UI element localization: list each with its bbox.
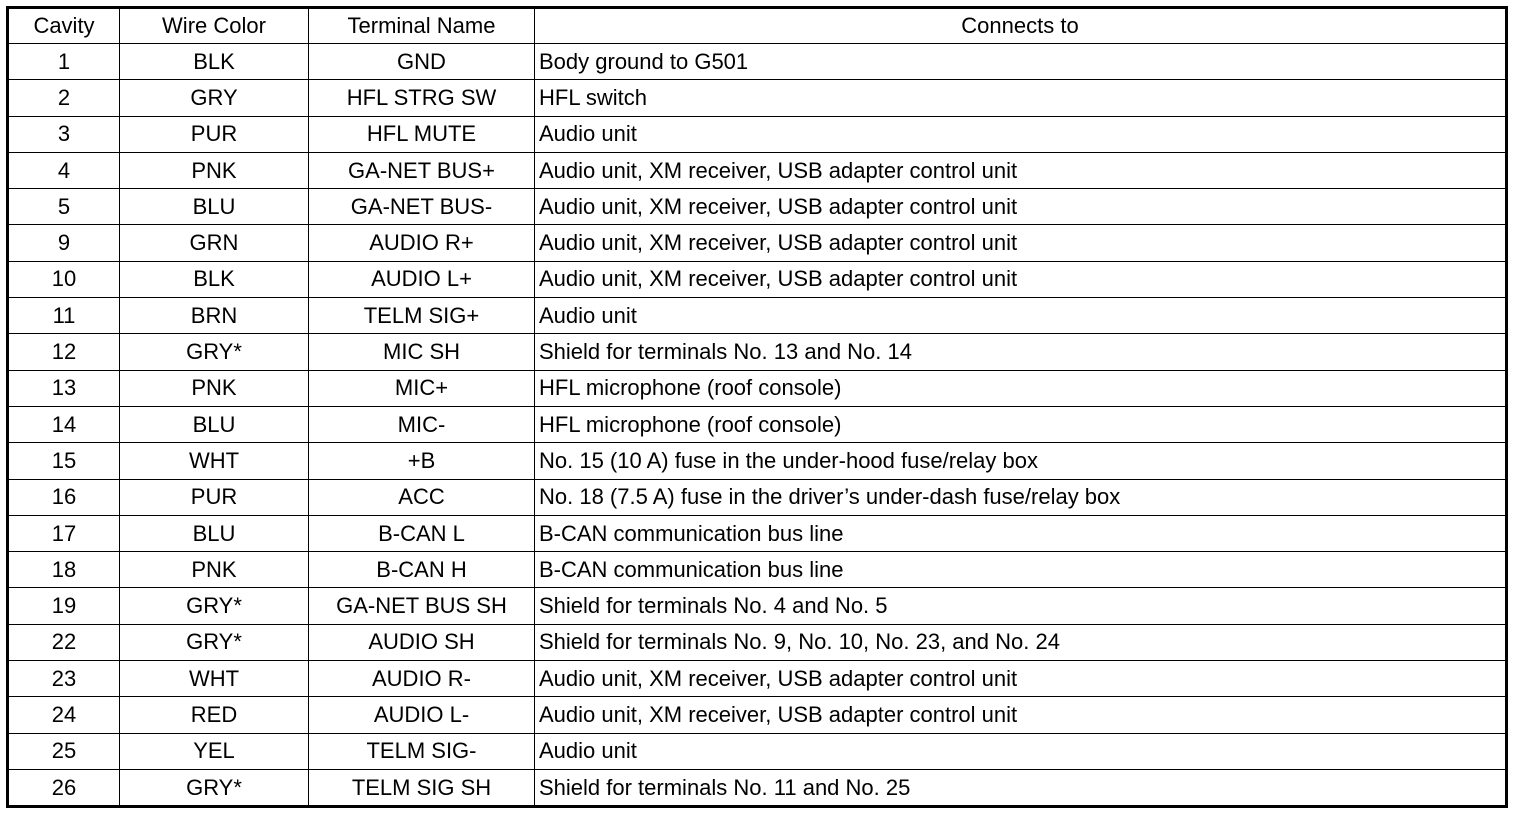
cell-cavity: 26 [8, 769, 120, 806]
cell-terminal-name: TELM SIG- [309, 733, 535, 769]
cell-connects-to: Shield for terminals No. 4 and No. 5 [535, 588, 1507, 624]
table-row [8, 588, 1507, 624]
table-row [8, 116, 1507, 152]
cell-wire-color: RED [120, 697, 309, 733]
cell-connects-to: No. 18 (7.5 A) fuse in the driver’s under-dash fuse/relay box [535, 479, 1507, 515]
cell-wire-color: GRN [120, 225, 309, 261]
cell-wire-color: PNK [120, 152, 309, 188]
cell-cavity: 25 [8, 733, 120, 769]
cell-cavity: 12 [8, 334, 120, 370]
cell-wire-color: BLK [120, 44, 309, 80]
table-header [8, 8, 1507, 44]
cell-connects-to: B-CAN communication bus line [535, 552, 1507, 588]
cell-wire-color: PNK [120, 552, 309, 588]
table-row [8, 189, 1507, 225]
cell-connects-to: Shield for terminals No. 13 and No. 14 [535, 334, 1507, 370]
cell-connects-to: Audio unit [535, 298, 1507, 334]
cell-connects-to: Audio unit, XM receiver, USB adapter control unit [535, 225, 1507, 261]
cell-connects-to: Shield for terminals No. 9, No. 10, No. 23, and No. 24 [535, 624, 1507, 660]
header-terminal-name: Terminal Name [309, 8, 535, 44]
cell-cavity: 5 [8, 189, 120, 225]
cell-connects-to: Audio unit, XM receiver, USB adapter control unit [535, 261, 1507, 297]
header-wire-color: Wire Color [120, 8, 309, 44]
table-row [8, 769, 1507, 806]
cell-cavity: 15 [8, 443, 120, 479]
cell-wire-color: GRY* [120, 334, 309, 370]
cell-connects-to: HFL switch [535, 80, 1507, 116]
cell-wire-color: GRY* [120, 624, 309, 660]
table-row [8, 261, 1507, 297]
cell-terminal-name: AUDIO SH [309, 624, 535, 660]
table-row [8, 370, 1507, 406]
table-row [8, 298, 1507, 334]
cell-terminal-name: ACC [309, 479, 535, 515]
cell-terminal-name: B-CAN L [309, 515, 535, 551]
cell-wire-color: GRY* [120, 588, 309, 624]
table-row [8, 225, 1507, 261]
cell-cavity: 2 [8, 80, 120, 116]
cell-terminal-name: AUDIO L- [309, 697, 535, 733]
cell-terminal-name: HFL MUTE [309, 116, 535, 152]
cell-wire-color: WHT [120, 443, 309, 479]
table-row [8, 80, 1507, 116]
cell-connects-to: Body ground to G501 [535, 44, 1507, 80]
cell-wire-color: PUR [120, 116, 309, 152]
table-row [8, 44, 1507, 80]
cell-connects-to: Audio unit, XM receiver, USB adapter control unit [535, 189, 1507, 225]
cell-terminal-name: GA-NET BUS+ [309, 152, 535, 188]
cell-cavity: 14 [8, 406, 120, 442]
cell-cavity: 18 [8, 552, 120, 588]
cell-cavity: 1 [8, 44, 120, 80]
cell-terminal-name: MIC- [309, 406, 535, 442]
table-row [8, 733, 1507, 769]
cell-wire-color: BLU [120, 189, 309, 225]
table-row [8, 552, 1507, 588]
cell-wire-color: YEL [120, 733, 309, 769]
cell-connects-to: Audio unit, XM receiver, USB adapter control unit [535, 661, 1507, 697]
cell-cavity: 13 [8, 370, 120, 406]
cell-terminal-name: AUDIO R+ [309, 225, 535, 261]
cell-cavity: 3 [8, 116, 120, 152]
header-connects-to: Connects to [535, 8, 1507, 44]
cell-wire-color: BLU [120, 515, 309, 551]
cell-terminal-name: +B [309, 443, 535, 479]
cell-terminal-name: AUDIO R- [309, 661, 535, 697]
cell-wire-color: BLU [120, 406, 309, 442]
table-body [8, 44, 1507, 807]
cell-cavity: 4 [8, 152, 120, 188]
cell-cavity: 17 [8, 515, 120, 551]
cell-wire-color: BRN [120, 298, 309, 334]
cell-wire-color: GRY [120, 80, 309, 116]
cell-terminal-name: GA-NET BUS SH [309, 588, 535, 624]
table-row [8, 697, 1507, 733]
cell-cavity: 9 [8, 225, 120, 261]
cell-terminal-name: GA-NET BUS- [309, 189, 535, 225]
header-cavity: Cavity [8, 8, 120, 44]
table-row [8, 152, 1507, 188]
cell-cavity: 16 [8, 479, 120, 515]
table-row [8, 479, 1507, 515]
cell-connects-to: Shield for terminals No. 11 and No. 25 [535, 769, 1507, 806]
table-row [8, 334, 1507, 370]
cell-terminal-name: HFL STRG SW [309, 80, 535, 116]
cell-cavity: 24 [8, 697, 120, 733]
cell-connects-to: HFL microphone (roof console) [535, 406, 1507, 442]
connector-pinout-table [6, 6, 1508, 808]
header-row [8, 8, 1507, 44]
cell-cavity: 11 [8, 298, 120, 334]
cell-wire-color: GRY* [120, 769, 309, 806]
cell-terminal-name: MIC+ [309, 370, 535, 406]
cell-connects-to: Audio unit [535, 116, 1507, 152]
cell-connects-to: HFL microphone (roof console) [535, 370, 1507, 406]
cell-wire-color: PUR [120, 479, 309, 515]
cell-terminal-name: MIC SH [309, 334, 535, 370]
cell-cavity: 10 [8, 261, 120, 297]
cell-wire-color: WHT [120, 661, 309, 697]
table-row [8, 406, 1507, 442]
cell-cavity: 19 [8, 588, 120, 624]
cell-connects-to: Audio unit, XM receiver, USB adapter control unit [535, 697, 1507, 733]
cell-wire-color: PNK [120, 370, 309, 406]
cell-terminal-name: GND [309, 44, 535, 80]
cell-terminal-name: AUDIO L+ [309, 261, 535, 297]
table-row [8, 515, 1507, 551]
cell-connects-to: No. 15 (10 A) fuse in the under-hood fuse/relay box [535, 443, 1507, 479]
cell-connects-to: Audio unit [535, 733, 1507, 769]
cell-terminal-name: TELM SIG+ [309, 298, 535, 334]
table-row [8, 624, 1507, 660]
cell-cavity: 22 [8, 624, 120, 660]
cell-wire-color: BLK [120, 261, 309, 297]
cell-connects-to: Audio unit, XM receiver, USB adapter control unit [535, 152, 1507, 188]
cell-cavity: 23 [8, 661, 120, 697]
cell-terminal-name: TELM SIG SH [309, 769, 535, 806]
cell-connects-to: B-CAN communication bus line [535, 515, 1507, 551]
table-row [8, 443, 1507, 479]
cell-terminal-name: B-CAN H [309, 552, 535, 588]
table-row [8, 661, 1507, 697]
